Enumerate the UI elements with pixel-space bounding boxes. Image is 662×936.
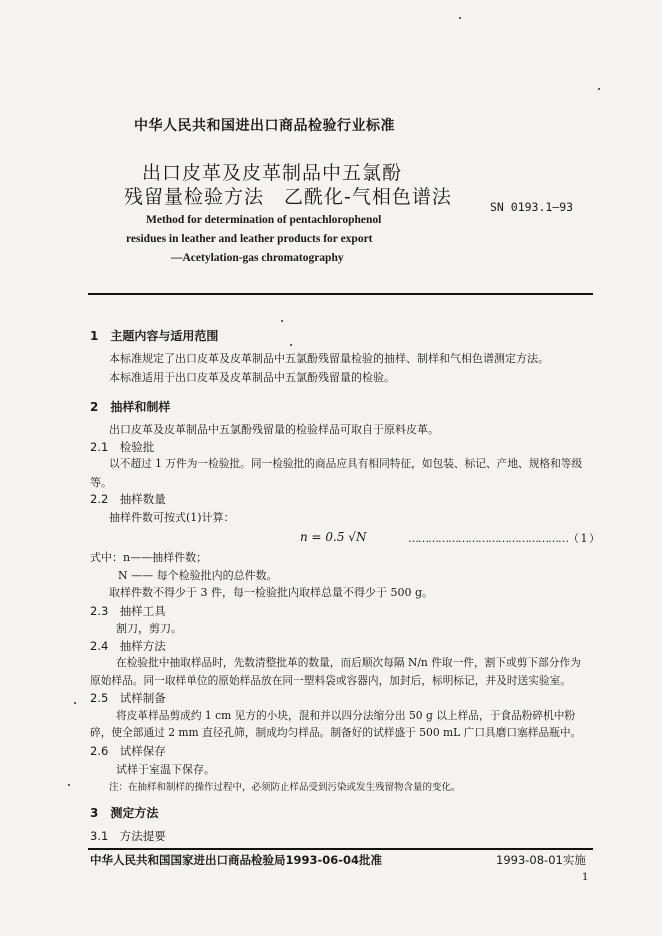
section-2-6-para: 试样于室温下保存。 [116,763,215,776]
section-2-3-heading: 2.3 抽样工具 [90,604,166,618]
standard-number: SN 0193.1—93 [490,200,574,214]
approval-line: 中华人民共和国国家进出口商品检验局1993-06-04批准 [90,853,383,867]
scan-speck [290,344,292,346]
page-number: 1 [582,872,589,883]
title-en-line1: Method for determination of pentachlorophenol [146,214,382,226]
scan-speck [281,320,283,322]
section-2-1-line-1: 以不超过 1 万件为一检验批。同一检验批的商品应具有相同特征，如包装、标记、产地、规格和等级 [109,457,583,470]
formula-number: …………………………………………（ 1 ） [408,532,599,545]
formula-where-n: 式中：n——抽样件数； [90,551,208,564]
section-2-1-heading: 2.1 检验批 [90,440,155,454]
title-cn-line2: 残留量检验方法 乙酰化-气相色谱法 [124,186,452,208]
scan-speck [459,17,461,19]
section-2-2-para-2: 取样件数不得少于 3 件，每一检验批内取样总量不得少于 500 g。 [109,586,434,599]
section-2-intro: 出口皮革及皮革制品中五氯酚残留量的检验样品可取自于原料皮革。 [109,423,439,436]
section-3-1-heading: 3.1 方法提要 [90,829,166,843]
section-2-2-heading: 2.2 抽样数量 [90,492,166,506]
section-2-2-para-1: 抽样件数可按式(1)计算： [109,511,235,524]
bottom-rule [88,848,593,850]
scan-speck [68,784,70,786]
effective-date: 1993-08-01实施 [496,853,586,867]
section-3-heading: 3 测定方法 [90,806,159,820]
section-1-para-1: 本标准规定了出口皮革及皮革制品中五氯酚残留量检验的抽样、制样和气相色谱测定方法。 [109,352,549,365]
formula-where-N: N —— 每个检验批内的总件数。 [118,569,278,582]
section-2-4-line-2: 原始样品。同一取样单位的原始样品放在同一塑料袋或容器内，加封后，标明标记，并及时送实验室。 [90,674,571,687]
formula: n = 0.5 √N [300,530,367,544]
title-en-line2: residues in leather and leather products for export [126,233,373,245]
title-en-line3: —Acetylation-gas chromatography [171,252,344,264]
scan-speck [598,88,600,90]
section-2-1-line-2: 等。 [90,476,112,489]
section-2-6-heading: 2.6 试样保存 [90,744,166,758]
section-2-5-line-2: 碎，使全部通过 2 mm 直径孔筛，制成均匀样品。制备好的试样盛于 500 mL 广口具磨口塞样品瓶中。 [90,726,582,739]
section-2-4-heading: 2.4 抽样方法 [90,639,166,653]
section-2-4-line-1: 在检验批中抽取样品时，先数清整批革的数量，而后顺次每隔 N/n 件取一件，割下或剪下部分作为 [116,656,581,669]
title-cn-line1: 出口皮革及皮革制品中五氯酚 [142,162,403,184]
section-2-heading: 2 抽样和制样 [90,400,171,414]
scan-speck [74,702,76,704]
section-2-6-note: 注：在抽样和制样的操作过程中，必须防止样品受到污染或发生残留物含量的变化。 [109,782,461,793]
section-2-3-para: 割刀，剪刀。 [116,622,182,635]
section-1-para-2: 本标准适用于出口皮革及皮革制品中五氯酚残留量的检验。 [109,371,395,384]
section-1-heading: 1 主题内容与适用范围 [90,329,219,343]
standard-header: 中华人民共和国进出口商品检验行业标准 [134,118,395,134]
section-2-5-heading: 2.5 试样制备 [90,691,166,705]
top-rule [88,293,593,295]
section-2-5-line-1: 将皮革样品剪成约 1 cm 见方的小块，混和并以四分法缩分出 50 g 以上样品，于食品粉碎机中粉 [116,709,576,722]
